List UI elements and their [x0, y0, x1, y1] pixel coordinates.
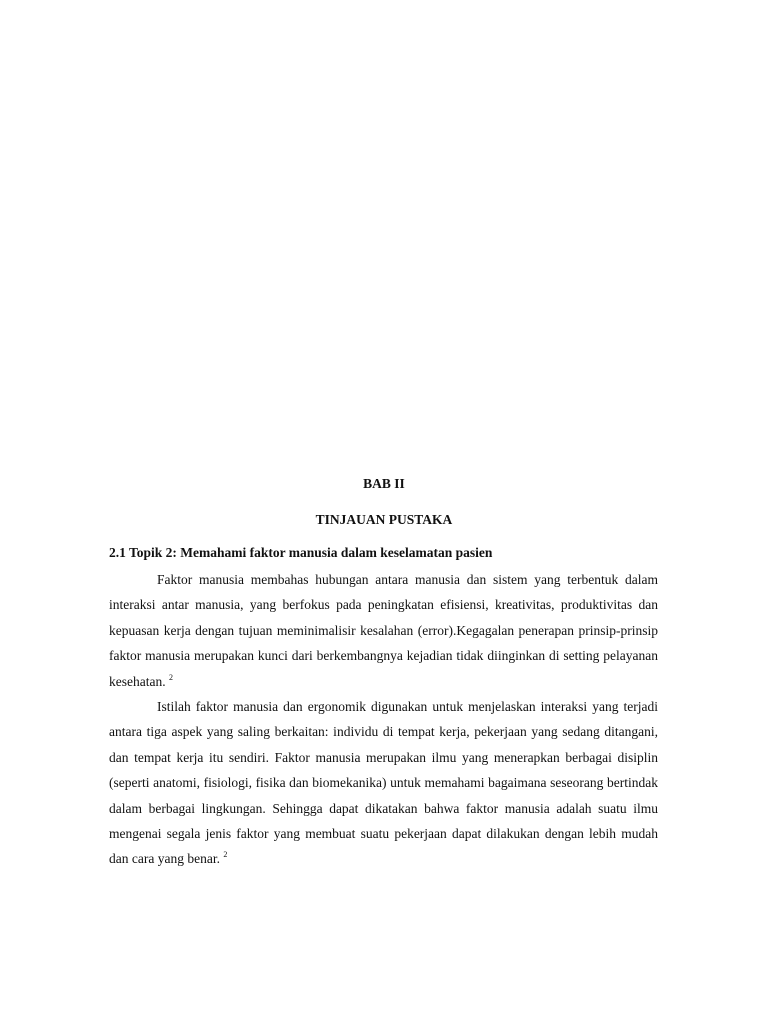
paragraph-text: Faktor manusia membahas hubungan antara manusia dan sistem yang terbentuk dalam interaksi antar manusia, yang berfokus pada peningkatan efisiensi, kreativitas, produktivitas dan kepuasan kerja dengan tujuan meminimalisir kesalahan (error).Kegagalan penerapan prinsip-prinsip faktor manusia merupakan kunci dari berkembangnya kejadian tidak diinginkan di setting pelayanan kesehatan.	[109, 572, 658, 689]
reference-superscript: 2	[168, 672, 173, 682]
chapter-heading: BAB II	[363, 476, 405, 491]
paragraph	[109, 567, 658, 694]
chapter-title: TINJAUAN PUSTAKA	[315, 512, 453, 527]
paragraph	[109, 694, 658, 872]
reference-superscript: 2	[223, 850, 228, 860]
paragraph-text: Istilah faktor manusia dan ergonomik digunakan untuk menjelaskan interaksi yang terjadi antara tiga aspek yang saling berkaitan: individu di tempat kerja, pekerjaan yang sedang ditangani, dan tempat kerja itu sendiri. Faktor manusia merupakan ilmu yang menerapkan berbagai disiplin (seperti anatomi, fisiologi, fisika dan biomekanika) untuk memahami bagaimana seseorang bertindak dalam berbagai lingkungan. Sehingga dapat dikatakan bahwa faktor manusia adalah suatu ilmu mengenai segala jenis faktor yang membuat suatu pekerjaan dapat dilakukan dengan lebih mudah dan cara yang benar.	[109, 699, 658, 867]
subsection-heading: 2.1 Topik 2: Memahami faktor manusia dalam keselamatan pasien	[109, 545, 493, 560]
body-text	[109, 567, 658, 872]
